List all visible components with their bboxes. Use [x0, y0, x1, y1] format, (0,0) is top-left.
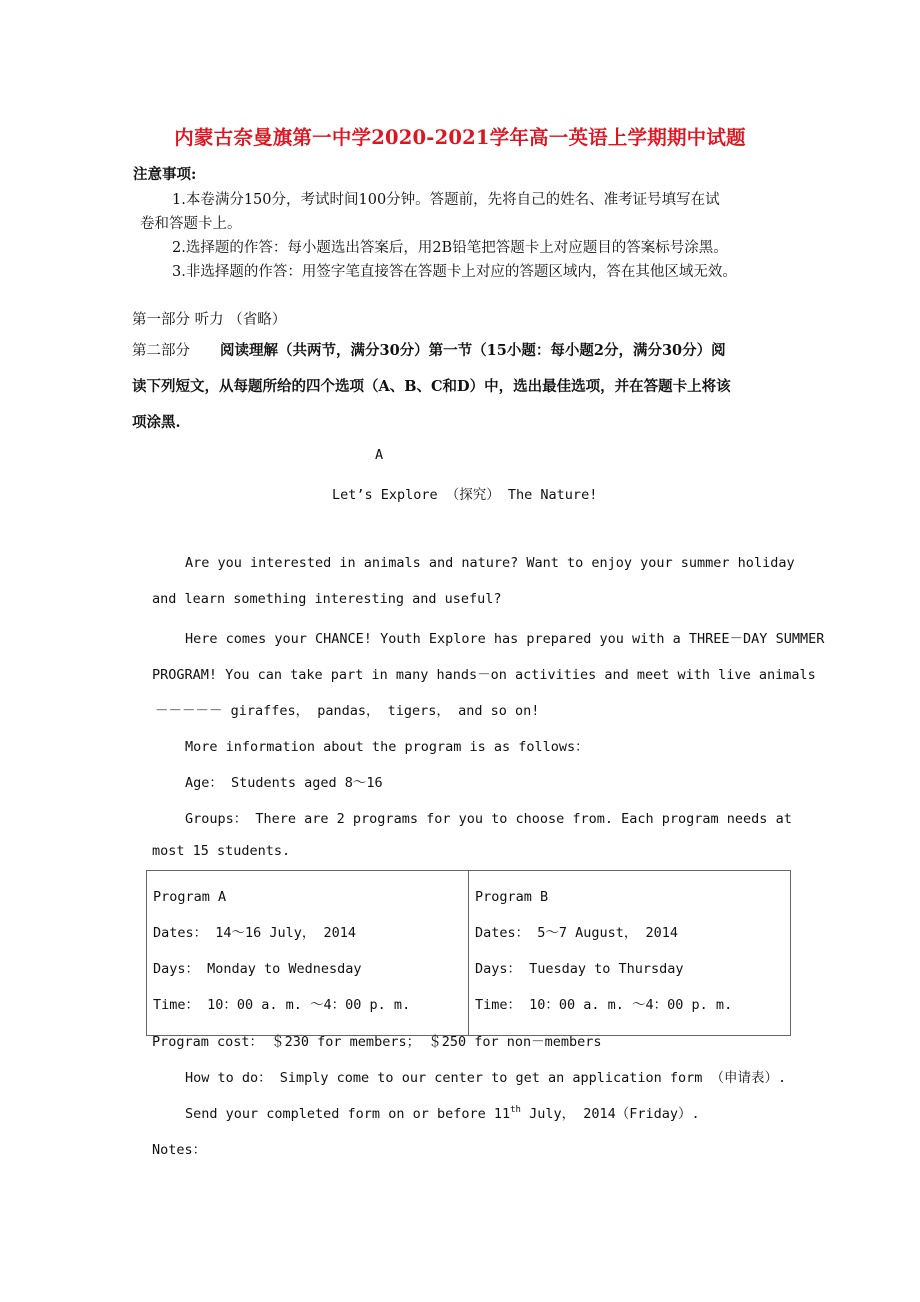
program-b-time: Time： 10：00 a. m. ～4：00 p. m. [475, 997, 733, 1013]
program-a-days: Days： Monday to Wednesday [153, 961, 362, 977]
passage-line: Are you interested in animals and nature? Want to enjoy your summer holiday [185, 555, 795, 571]
part-two-instructions-2: 读下列短文，从每题所给的四个选项（A、B、C和D）中，选出最佳选项，并在答题卡上将该 [132, 378, 731, 395]
part-two-instructions-1: 阅读理解（共两节，满分30分）第一节（15小题：每小题2分，满分30分）阅 [220, 342, 726, 359]
notice-item-1: 1.本卷满分150分，考试时间100分钟。答题前，先将自己的姓名、准考证号填写在试 [172, 192, 720, 208]
program-cost: Program cost： ＄230 for members； ＄250 for non－members [152, 1034, 602, 1050]
passage-line: Here comes your CHANCE! Youth Explore has prepared you with a THREE－DAY SUMMER [185, 631, 825, 647]
passage-line: and learn something interesting and useful? [152, 591, 502, 607]
passage-letter: A [375, 447, 384, 463]
passage-line: Groups： There are 2 programs for you to choose from. Each program needs at [185, 811, 792, 827]
notice-heading: 注意事项: [133, 166, 197, 183]
program-a-time: Time： 10：00 a. m. ～4：00 p. m. [153, 997, 411, 1013]
passage-line: －－－－－ giraffes， pandas， tigers， and so on! [155, 703, 540, 719]
table-row [147, 871, 791, 1036]
passage-line: More information about the program is as follows： [185, 739, 589, 755]
how-to-apply: How to do： Simply come to our center to get an application form （申请表）. [185, 1070, 787, 1086]
notice-item-1-cont: 卷和答题卡上。 [140, 216, 242, 232]
send-deadline-text: Send your completed form on or before 11 [185, 1106, 511, 1122]
notice-item-2: 2.选择题的作答：每小题选出答案后，用2B铅笔把答题卡上对应题目的答案标号涂黑。 [172, 240, 728, 256]
program-b-dates: Dates： 5～7 August， 2014 [475, 925, 679, 941]
part-one-heading: 第一部分 听力 （省略） [132, 312, 287, 328]
part-two-instructions-3: 项涂黑. [132, 414, 181, 431]
notice-item-3: 3.非选择题的作答：用签字笔直接答在答题卡上对应的答题区域内，答在其他区域无效。 [172, 264, 737, 280]
program-b-name: Program B [475, 889, 549, 905]
passage-line: PROGRAM! You can take part in many hands－on activities and meet with live animals [152, 667, 816, 683]
notes-label: Notes： [152, 1142, 207, 1158]
send-deadline-date: July， 2014（Friday）. [520, 1106, 700, 1122]
program-table [146, 870, 791, 1036]
send-deadline-suffix: th [510, 1105, 521, 1115]
program-b-cell [469, 871, 791, 1036]
passage-line: Age： Students aged 8～16 [185, 775, 383, 791]
passage-heading: Let’s Explore （探究） The Nature! [332, 487, 598, 503]
passage-line: most 15 students. [152, 843, 291, 859]
page-title: 内蒙古奈曼旗第一中学2020-2021学年高一英语上学期期中试题 [174, 126, 746, 149]
program-a-cell [147, 871, 469, 1036]
part-two-label: 第二部分 [132, 343, 190, 359]
program-a-name: Program A [153, 889, 227, 905]
program-a-dates: Dates： 14～16 July， 2014 [153, 925, 357, 941]
program-b-days: Days： Tuesday to Thursday [475, 961, 684, 977]
send-deadline [185, 1102, 700, 1122]
